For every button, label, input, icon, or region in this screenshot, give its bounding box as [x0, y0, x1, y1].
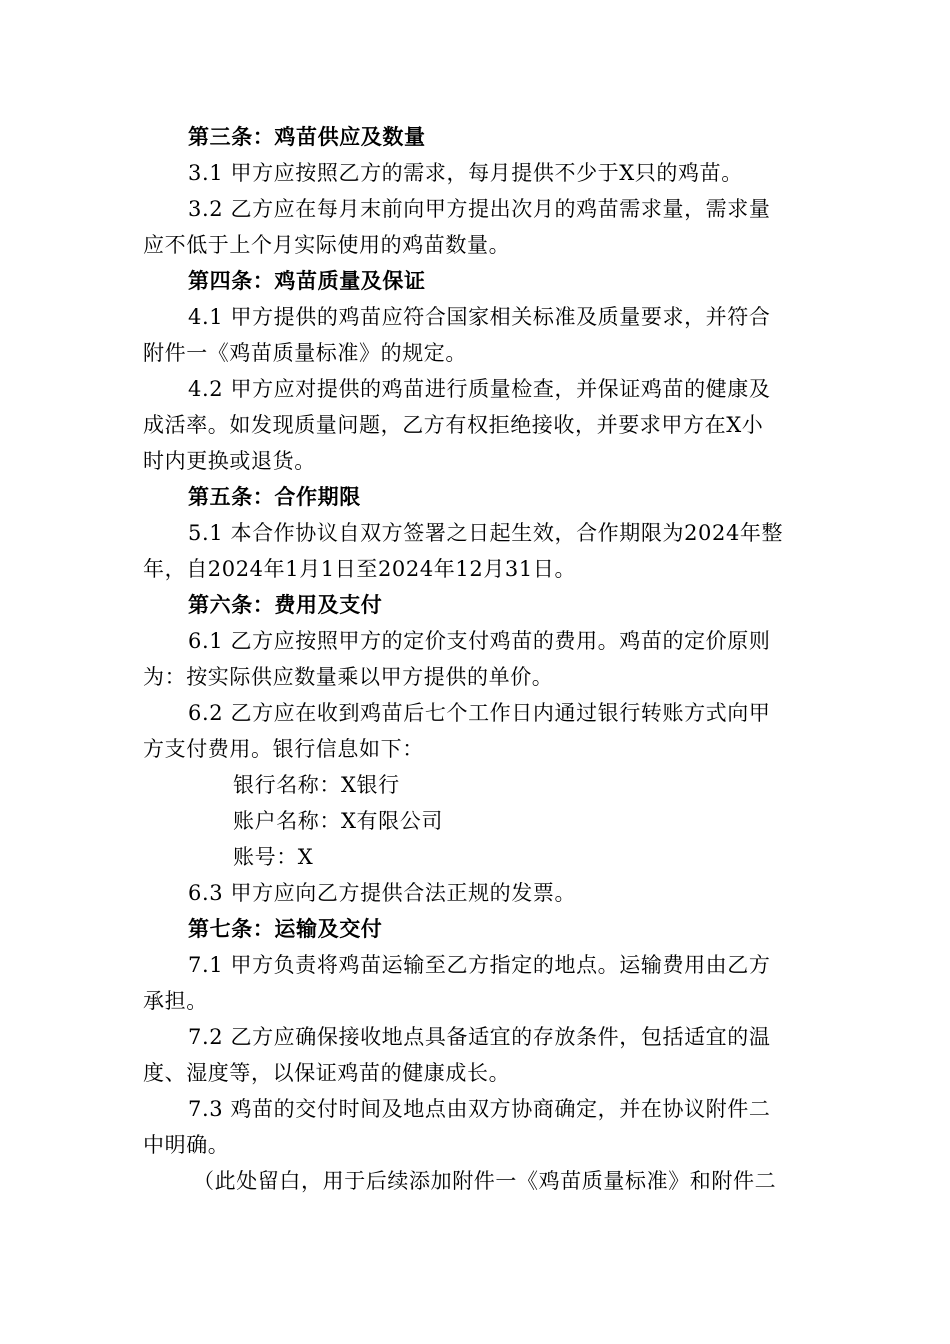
- clause-6-2-line-2: 方支付费用。银行信息如下：: [143, 737, 424, 761]
- clause-3-2-line-1: 3.2 乙方应在每月末前向甲方提出次月的鸡苗需求量，需求量: [188, 197, 771, 221]
- section-4-heading: 第四条：鸡苗质量及保证: [188, 268, 426, 293]
- bank-name: 银行名称：X银行: [233, 773, 400, 797]
- clause-3-2-line-2: 应不低于上个月实际使用的鸡苗数量。: [143, 233, 511, 257]
- section-6-heading: 第六条：费用及支付: [188, 592, 383, 617]
- clause-4-2-line-1: 4.2 甲方应对提供的鸡苗进行质量检查，并保证鸡苗的健康及: [188, 377, 771, 401]
- section-5-heading: 第五条：合作期限: [188, 484, 361, 509]
- section-7-heading: 第七条：运输及交付: [188, 916, 383, 941]
- clause-7-3-line-2: 中明确。: [143, 1133, 230, 1157]
- clause-4-2-line-3: 时内更换或退货。: [143, 449, 316, 473]
- clause-7-2-line-1: 7.2 乙方应确保接收地点具备适宜的存放条件，包括适宜的温: [188, 1025, 771, 1049]
- clause-7-3-line-1: 7.3 鸡苗的交付时间及地点由双方协商确定，并在协议附件二: [188, 1097, 771, 1121]
- clause-7-2-line-2: 度、湿度等，以保证鸡苗的健康成长。: [143, 1061, 511, 1085]
- document-page: [143, 119, 807, 1199]
- clause-3-1: 3.1 甲方应按照乙方的需求，每月提供不少于X只的鸡苗。: [188, 161, 743, 185]
- clause-4-1-line-2: 附件一《鸡苗质量标准》的规定。: [143, 341, 467, 365]
- clause-7-1-line-2: 承担。: [143, 989, 208, 1013]
- clause-6-3: 6.3 甲方应向乙方提供合法正规的发票。: [188, 881, 577, 905]
- clause-5-1-line-1: 5.1 本合作协议自双方签署之日起生效，合作期限为2024年整: [188, 521, 784, 545]
- clause-4-1-line-1: 4.1 甲方提供的鸡苗应符合国家相关标准及质量要求，并符合: [188, 305, 771, 329]
- clause-4-2-line-2: 成活率。如发现质量问题，乙方有权拒绝接收，并要求甲方在X小: [143, 413, 764, 437]
- account-number: 账号：X: [233, 845, 314, 869]
- section-3-heading: 第三条：鸡苗供应及数量: [188, 124, 426, 149]
- clause-6-1-line-1: 6.1 乙方应按照甲方的定价支付鸡苗的费用。鸡苗的定价原则: [188, 629, 771, 653]
- attachment-note: （此处留白，用于后续添加附件一《鸡苗质量标准》和附件二: [193, 1169, 777, 1193]
- clause-6-2-line-1: 6.2 乙方应在收到鸡苗后七个工作日内通过银行转账方式向甲: [188, 701, 771, 725]
- clause-5-1-line-2: 年，自2024年1月1日至2024年12月31日。: [143, 557, 577, 581]
- clause-6-1-line-2: 为：按实际供应数量乘以甲方提供的单价。: [143, 665, 554, 689]
- account-name: 账户名称：X有限公司: [233, 809, 443, 833]
- clause-7-1-line-1: 7.1 甲方负责将鸡苗运输至乙方指定的地点。运输费用由乙方: [188, 953, 771, 977]
